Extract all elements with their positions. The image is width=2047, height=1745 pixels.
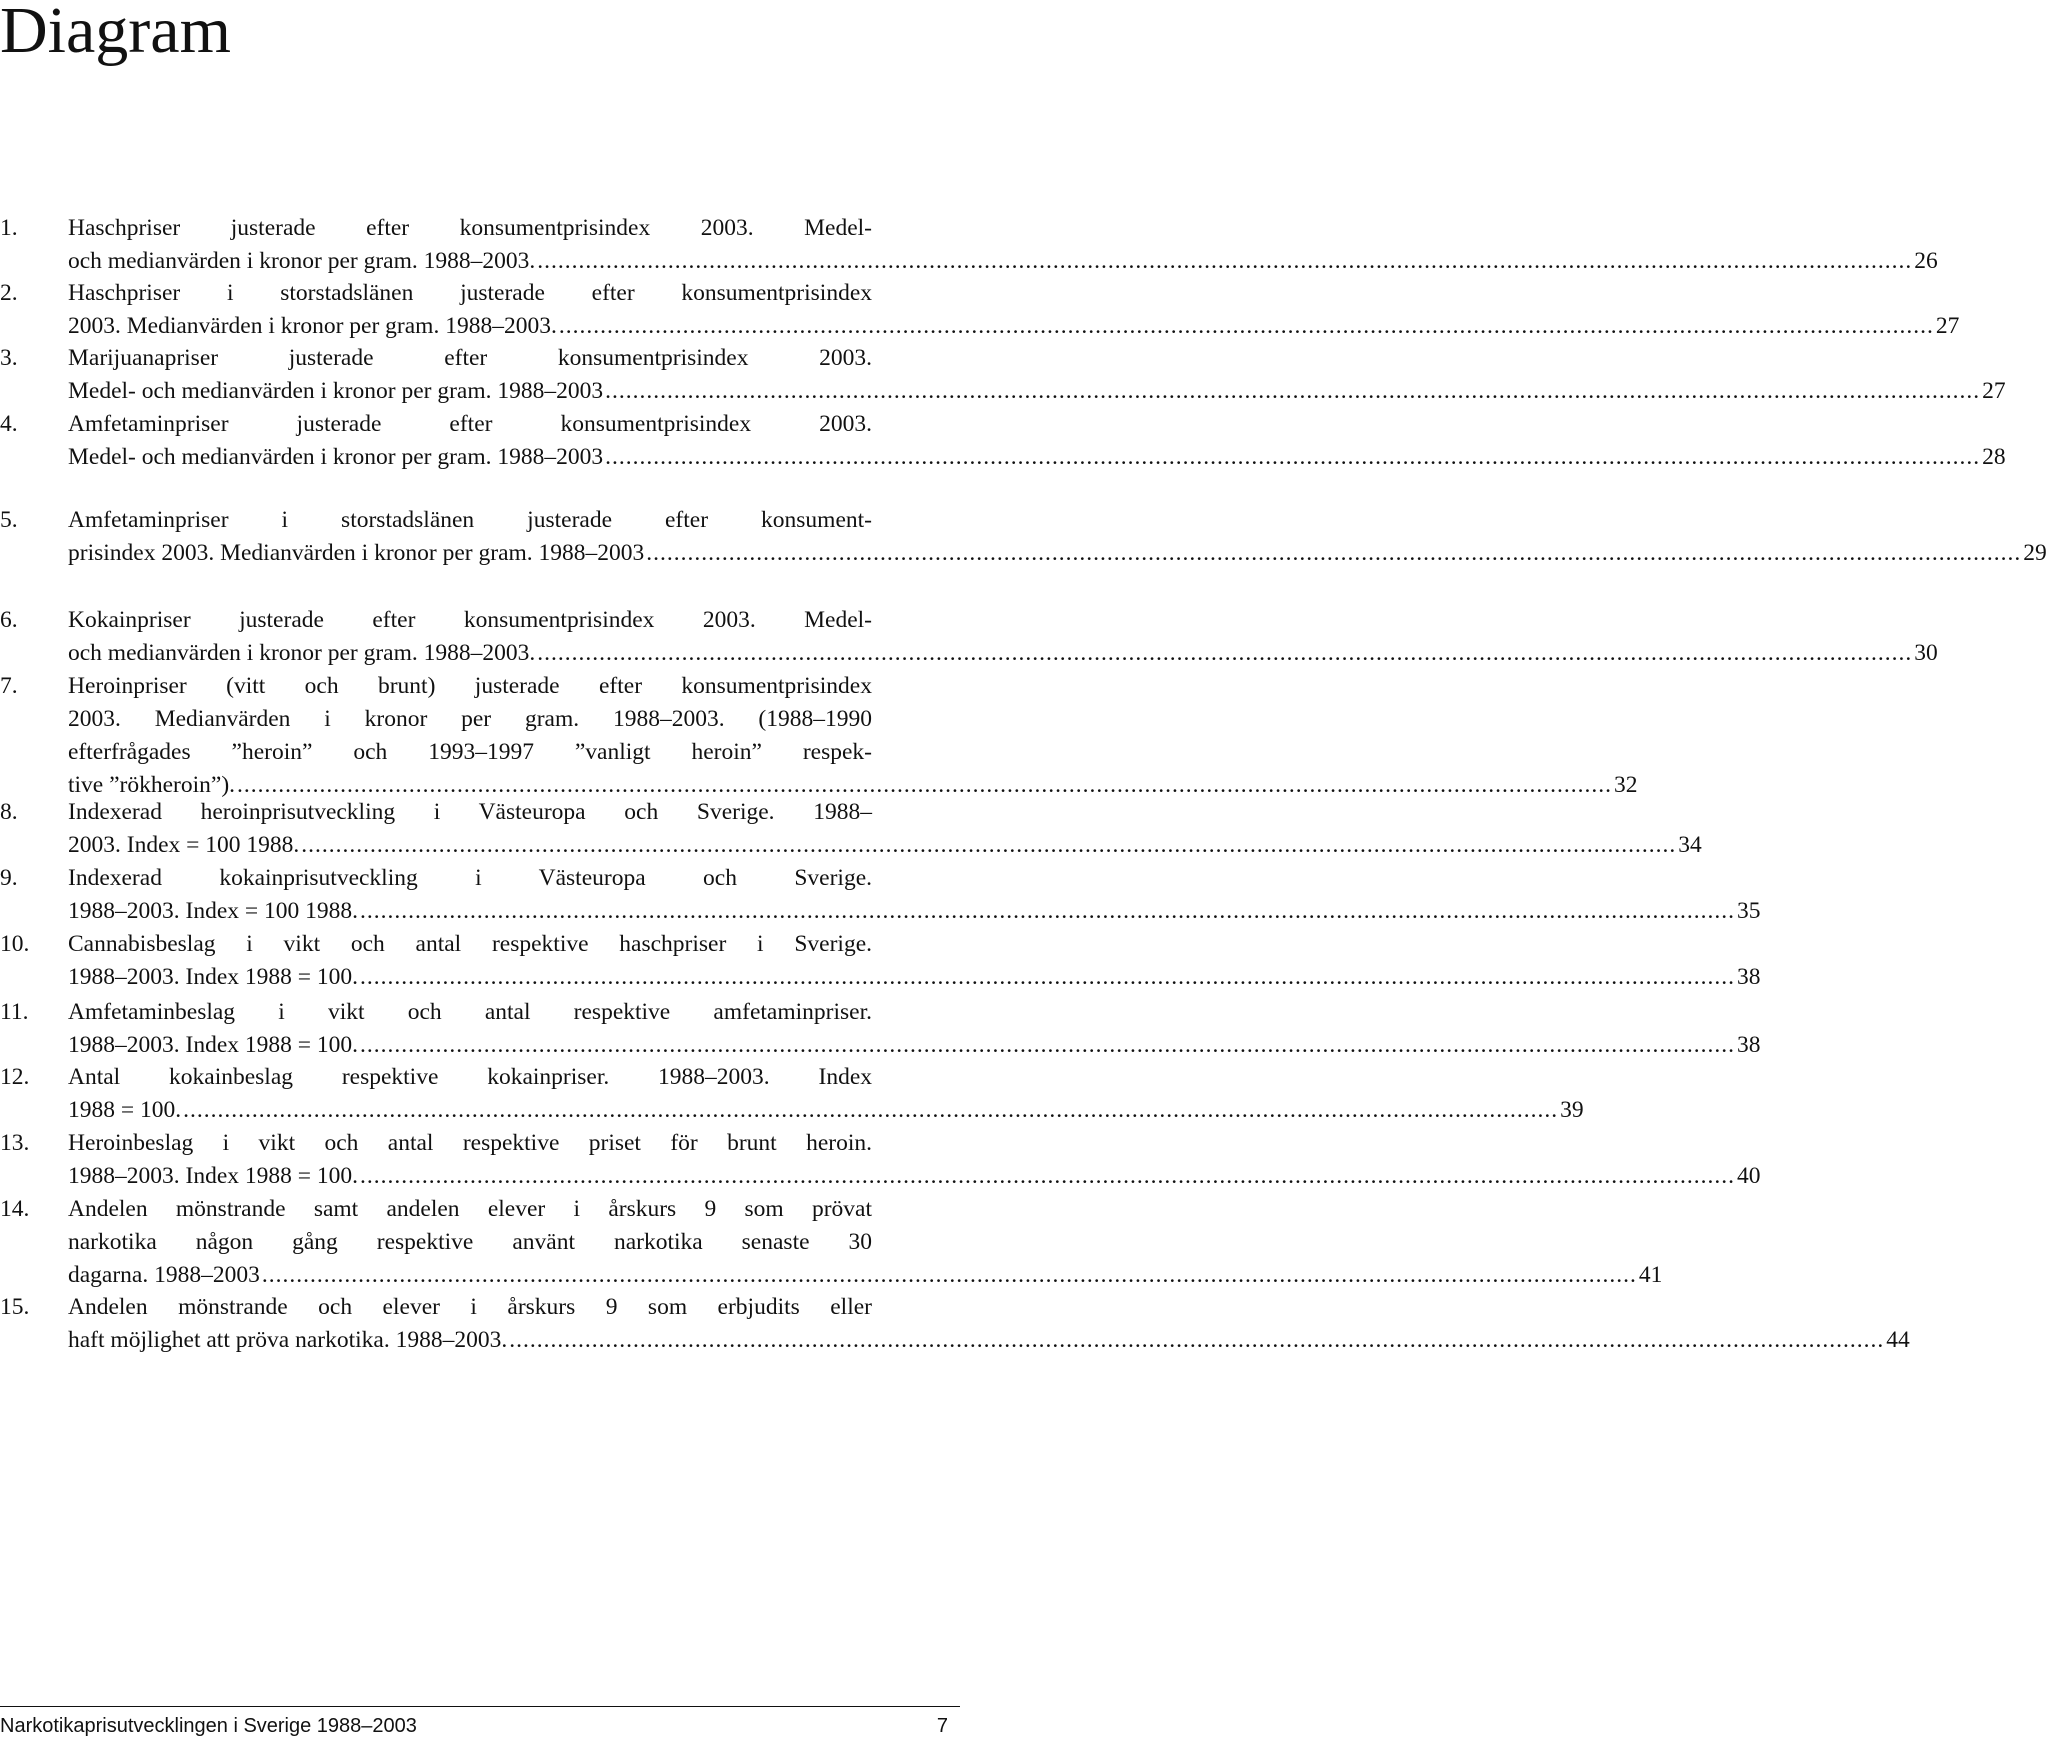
toc-entry-last-line xyxy=(68,1094,1584,1127)
toc-entry-number: 10. xyxy=(0,931,30,957)
toc-entry-number: 6. xyxy=(0,607,18,633)
toc-entry-number: 2. xyxy=(0,280,18,306)
toc-entry-last-line xyxy=(68,310,1960,343)
dot-leader: ........................................................................................................................................................................................................ xyxy=(261,1262,1637,1288)
toc-entry-text: 1988–2003. Index 1988 = 100. xyxy=(68,964,359,990)
toc-entry-text: Haschpriser i storstadslänen justerade efter konsumentprisindex xyxy=(68,280,872,306)
dot-leader: ........................................................................................................................................................................................................ xyxy=(509,1327,1885,1353)
toc-entry-text: Kokainpriser justerade efter konsumentprisindex 2003. Medel- xyxy=(68,607,872,633)
dot-leader: ........................................................................................................................................................................................................ xyxy=(558,313,1934,339)
toc-page-number: 44 xyxy=(1886,1327,1910,1353)
toc-entry-text: efterfrågades ”heroin” och 1993–1997 ”vanligt heroin” respek- xyxy=(68,739,872,765)
toc-page-number: 26 xyxy=(1914,248,1938,274)
toc-entry-text: prisindex 2003. Medianvärden i kronor per gram. 1988–2003 xyxy=(68,540,645,566)
toc-entry-last-line xyxy=(68,1029,1761,1062)
toc-entry-text: och medianvärden i kronor per gram. 1988–2003. xyxy=(68,248,536,274)
dot-leader: ........................................................................................................................................................................................................ xyxy=(360,1032,1736,1058)
dot-leader: ........................................................................................................................................................................................................ xyxy=(183,1097,1559,1123)
toc-entry-number: 8. xyxy=(0,799,18,825)
toc-page-number: 38 xyxy=(1737,964,1761,990)
toc-entry-text: tive ”rökheroin”). xyxy=(68,772,236,798)
toc-page-number: 40 xyxy=(1737,1163,1761,1189)
toc-entry-text: dagarna. 1988–2003 xyxy=(68,1262,260,1288)
toc-entry-last-line xyxy=(68,637,1938,670)
toc-page-number: 35 xyxy=(1737,898,1761,924)
toc-entry-text: Haschpriser justerade efter konsumentprisindex 2003. Medel- xyxy=(68,215,872,241)
toc-entry-text: 2003. Medianvärden i kronor per gram. 1988–2003. xyxy=(68,313,557,339)
toc-entry-text: haft möjlighet att pröva narkotika. 1988–2003. xyxy=(68,1327,508,1353)
toc-entry-last-line xyxy=(68,895,1761,928)
toc-entry-text: Cannabisbeslag i vikt och antal respektive haschpriser i Sverige. xyxy=(68,931,872,957)
toc-entry-text: narkotika någon gång respektive använt narkotika senaste 30 xyxy=(68,1229,872,1255)
toc-entry-text: Heroinpriser (vitt och brunt) justerade efter konsumentprisindex xyxy=(68,673,872,699)
dot-leader: ........................................................................................................................................................................................................ xyxy=(537,640,1913,666)
toc-page-number: 30 xyxy=(1914,640,1938,666)
page-title: Diagram xyxy=(0,0,231,67)
toc-entry-text: Amfetaminpriser i storstadslänen justerade efter konsument- xyxy=(68,507,872,533)
toc-entry-text: Medel- och medianvärden i kronor per gram. 1988–2003 xyxy=(68,444,604,470)
toc-entry-text: 1988–2003. Index 1988 = 100. xyxy=(68,1163,359,1189)
toc-entry-text: 1988–2003. Index = 100 1988. xyxy=(68,898,359,924)
toc-entry-number: 3. xyxy=(0,345,18,371)
footer-divider xyxy=(0,1706,960,1707)
toc-entry-text: 1988 = 100. xyxy=(68,1097,182,1123)
dot-leader: ........................................................................................................................................................................................................ xyxy=(605,378,1981,404)
dot-leader: ........................................................................................................................................................................................................ xyxy=(605,444,1981,470)
toc-entry-last-line xyxy=(68,245,1938,278)
toc-entry-text: 2003. Index = 100 1988. xyxy=(68,832,300,858)
toc-entry-last-line xyxy=(68,441,2006,474)
dot-leader: ........................................................................................................................................................................................................ xyxy=(360,1163,1736,1189)
toc-entry-last-line xyxy=(68,829,1702,862)
toc-entry-text: Heroinbeslag i vikt och antal respektive priset för brunt heroin. xyxy=(68,1130,872,1156)
toc-page-number: 27 xyxy=(1982,378,2006,404)
toc-entry-text: Andelen mönstrande och elever i årskurs 9 som erbjudits eller xyxy=(68,1294,872,1320)
toc-entry-text: Antal kokainbeslag respektive kokainpriser. 1988–2003. Index xyxy=(68,1064,872,1090)
toc-entry-number: 14. xyxy=(0,1196,30,1222)
toc-entry-last-line xyxy=(68,1324,1910,1357)
toc-entry-text: Indexerad kokainprisutveckling i Västeuropa och Sverige. xyxy=(68,865,872,891)
toc-entry-text: Amfetaminpriser justerade efter konsumentprisindex 2003. xyxy=(68,411,872,437)
toc-page-number: 27 xyxy=(1935,313,1960,339)
toc-entry-text: Amfetaminbeslag i vikt och antal respektive amfetaminpriser. xyxy=(68,999,872,1025)
toc-entry-last-line xyxy=(68,961,1761,994)
toc-entry-last-line xyxy=(68,375,2006,408)
toc-entry-number: 13. xyxy=(0,1130,30,1156)
toc-entry-text: Marijuanapriser justerade efter konsumentprisindex 2003. xyxy=(68,345,872,371)
toc-page-number: 29 xyxy=(2023,540,2047,566)
footer-document-title: Narkotikaprisutvecklingen i Sverige 1988–2003 xyxy=(0,1715,417,1737)
toc-entry-number: 12. xyxy=(0,1064,30,1090)
toc-page-number: 38 xyxy=(1737,1032,1761,1058)
dot-leader: ........................................................................................................................................................................................................ xyxy=(360,898,1736,924)
toc-entry-text: 2003. Medianvärden i kronor per gram. 1988–2003. (1988–1990 xyxy=(68,706,872,732)
toc-entry-last-line xyxy=(68,1259,1663,1292)
toc-entry-number: 4. xyxy=(0,411,18,437)
toc-page-number: 34 xyxy=(1678,832,1702,858)
dot-leader: ........................................................................................................................................................................................................ xyxy=(646,540,2022,566)
toc-entry-last-line xyxy=(68,537,2047,570)
dot-leader: ........................................................................................................................................................................................................ xyxy=(237,772,1613,798)
toc-page-number: 28 xyxy=(1982,444,2006,470)
toc-entry-text: 1988–2003. Index 1988 = 100. xyxy=(68,1032,359,1058)
toc-entry-text: och medianvärden i kronor per gram. 1988–2003. xyxy=(68,640,536,666)
toc-entry-number: 7. xyxy=(0,673,18,699)
dot-leader: ........................................................................................................................................................................................................ xyxy=(301,832,1677,858)
dot-leader: ........................................................................................................................................................................................................ xyxy=(360,964,1736,990)
toc-page-number: 39 xyxy=(1560,1097,1584,1123)
toc-page-number: 41 xyxy=(1638,1262,1663,1288)
toc-entry-text: Medel- och medianvärden i kronor per gram. 1988–2003 xyxy=(68,378,604,404)
toc-page-number: 32 xyxy=(1614,772,1638,798)
toc-entry-text: Andelen mönstrande samt andelen elever i årskurs 9 som prövat xyxy=(68,1196,872,1222)
footer-page-number: 7 xyxy=(936,1715,948,1737)
toc-entry-number: 9. xyxy=(0,865,18,891)
toc-entry-last-line xyxy=(68,1160,1761,1193)
toc-entry-number: 11. xyxy=(0,999,29,1025)
toc-entry-number: 1. xyxy=(0,215,18,241)
toc-entry-number: 5. xyxy=(0,507,18,533)
dot-leader: ........................................................................................................................................................................................................ xyxy=(537,248,1913,274)
toc-entry-number: 15. xyxy=(0,1294,30,1320)
toc-entry-text: Indexerad heroinprisutveckling i Västeuropa och Sverige. 1988– xyxy=(68,799,872,825)
